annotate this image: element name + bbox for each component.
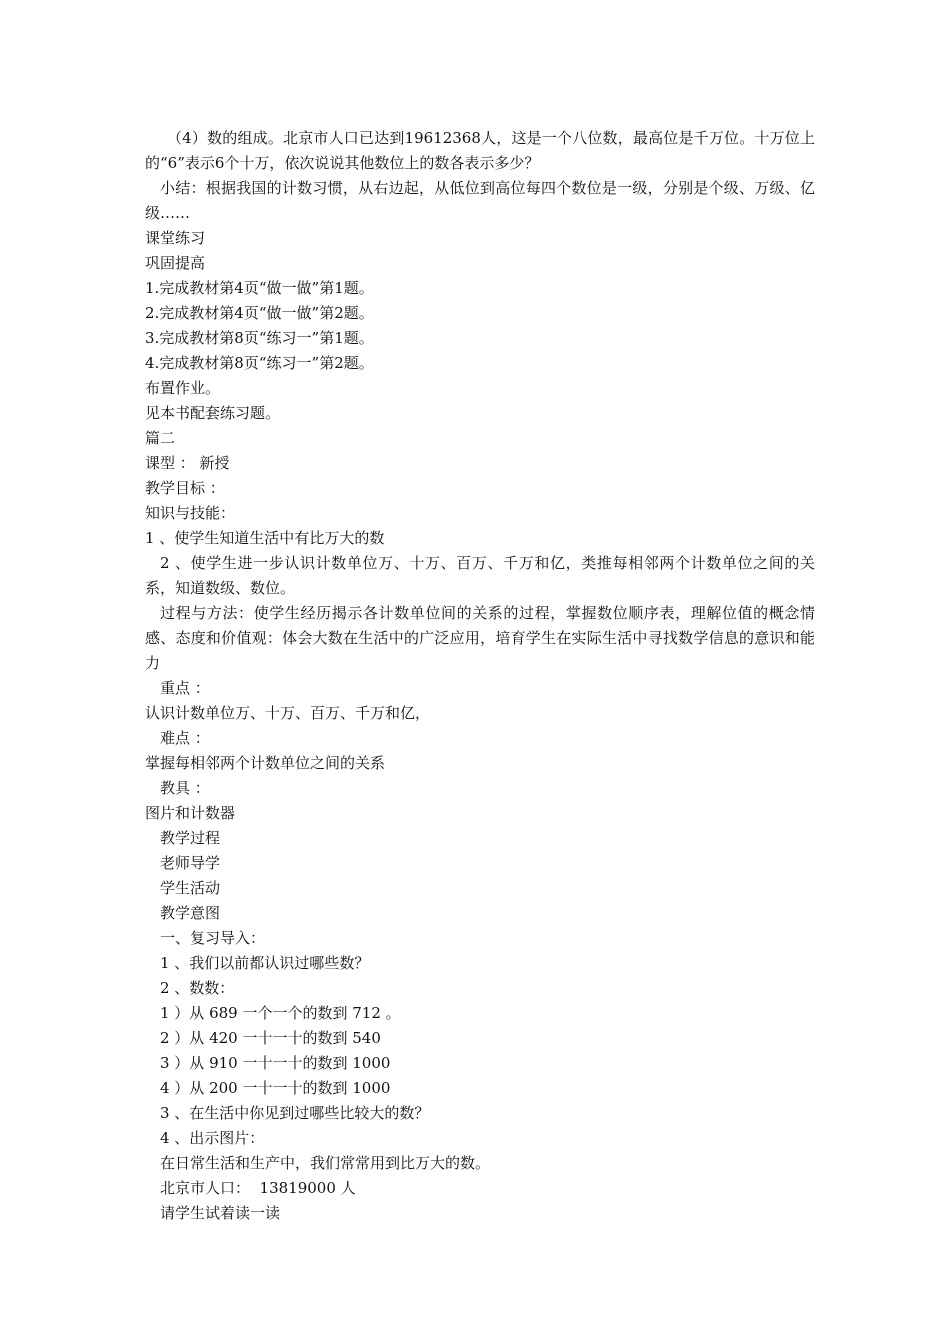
paragraph-summary: 小结：根据我国的计数习惯，从右边起，从低位到高位每四个数位是一级，分别是个级、万级、亿级…… — [145, 179, 815, 222]
paragraph-process-method: 过程与方法：使学生经历揭示各计数单位间的关系的过程，掌握数位顺序表，理解位值的概念情感、态度和价值观：体会大数在生活中的广泛应用，培育学生在实际生活中寻找数学信息的意识和能力 — [145, 604, 815, 672]
teacher-guide-label: 老师导学 — [160, 854, 221, 872]
heading-homework: 布置作业。 — [145, 379, 221, 397]
section-two-title: 篇二 — [145, 429, 176, 447]
difficulty-text: 掌握每相邻两个计数单位之间的关系 — [145, 754, 386, 772]
document-body — [145, 126, 815, 1226]
teaching-intent-label: 教学意图 — [160, 904, 221, 922]
goal-item: 2 、使学生进一步认识计数单位万、十万、百万、千万和亿，类推每相邻两个计数单位之间的关系，知道数级、数位。 — [145, 554, 815, 597]
counting-item: 1 ）从 689 一个一个的数到 712 。 — [160, 1004, 401, 1022]
counting-item: 2 ）从 420 一十一十的数到 540 — [160, 1029, 381, 1047]
counting-item: 3 ）从 910 一十一十的数到 1000 — [160, 1054, 391, 1072]
question-item: 1 、我们以前都认识过哪些数？ — [160, 954, 370, 972]
student-activity-label: 学生活动 — [160, 879, 221, 897]
goal-item: 1 、使学生知道生活中有比万大的数 — [145, 529, 385, 547]
question-item: 3 、在生活中你见到过哪些比较大的数？ — [160, 1104, 430, 1122]
key-point-label: 重点 ： — [160, 679, 210, 697]
paragraph-number-composition: （4）数的组成。北京市人口已达到19612368人，这是一个八位数，最高位是千万位。十万位上的“6”表示6个十万，依次说说其他数位上的数各表示多少？ — [145, 129, 815, 172]
review-intro-heading: 一、复习导入： — [160, 929, 266, 947]
exercise-item: 2.完成教材第4页“做一做”第2题。 — [145, 304, 374, 322]
teaching-goals-label: 教学目标 ： — [145, 479, 225, 497]
daily-life-text: 在日常生活和生产中，我们常常用到比万大的数。 — [160, 1154, 491, 1172]
heading-classroom-practice: 课堂练习 — [145, 229, 206, 247]
question-item: 4 、出示图片： — [160, 1129, 265, 1147]
please-read-text: 请学生试着读一读 — [160, 1204, 281, 1222]
tools-label: 教具 ： — [160, 779, 210, 797]
heading-consolidate: 巩固提高 — [145, 254, 206, 272]
exercise-item: 1.完成教材第4页“做一做”第1题。 — [145, 279, 374, 297]
beijing-population-text: 北京市人口： 13819000 人 — [160, 1179, 356, 1197]
lesson-type: 课型 ： 新授 — [145, 454, 230, 472]
knowledge-skills-label: 知识与技能： — [145, 504, 236, 522]
teaching-process-label: 教学过程 — [160, 829, 221, 847]
key-point-text: 认识计数单位万、十万、百万、千万和亿， — [145, 704, 431, 722]
tools-text: 图片和计数器 — [145, 804, 236, 822]
homework-text: 见本书配套练习题。 — [145, 404, 281, 422]
difficulty-label: 难点 ： — [160, 729, 210, 747]
exercise-item: 4.完成教材第8页“练习一”第2题。 — [145, 354, 374, 372]
counting-item: 4 ）从 200 一十一十的数到 1000 — [160, 1079, 391, 1097]
exercise-item: 3.完成教材第8页“练习一”第1题。 — [145, 329, 374, 347]
question-item: 2 、数数： — [160, 979, 235, 997]
